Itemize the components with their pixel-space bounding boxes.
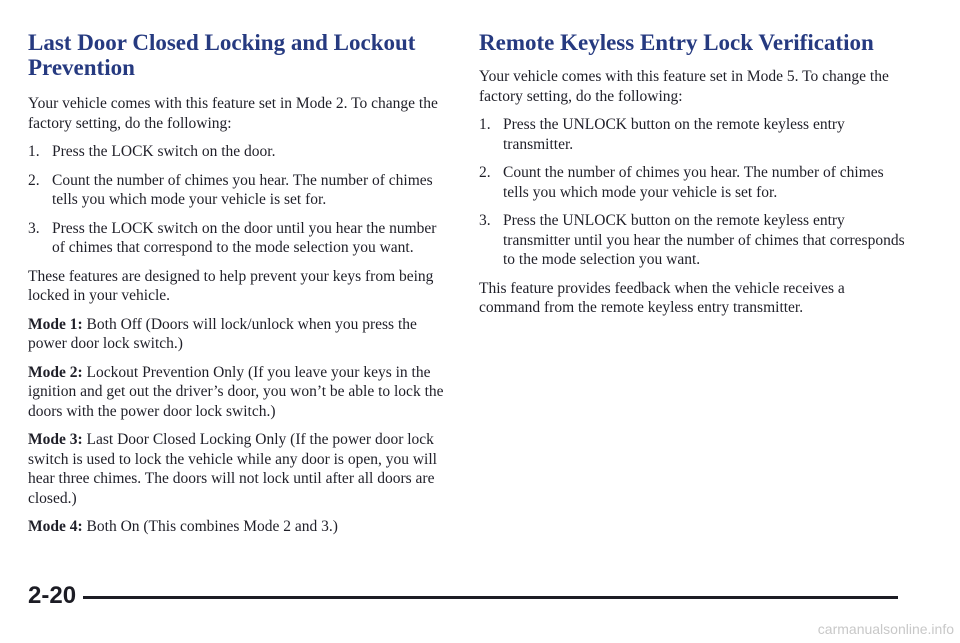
mode-2-paragraph [28, 363, 453, 422]
mode-4-paragraph [28, 517, 453, 537]
page-footer [28, 582, 898, 610]
mode-text: Lockout Prevention Only (If you leave your keys in the ignition and get out the driver’s door, you won’t be able to lock the doors with the power door lock switch.) [28, 363, 444, 420]
mode-text: Both Off (Doors will lock/unlock when you press the power door lock switch.) [28, 315, 417, 352]
left-column [28, 30, 453, 546]
step-text: Press the UNLOCK button on the remote keyless entry transmitter. [503, 116, 845, 153]
intro-paragraph: Your vehicle comes with this feature set in Mode 5. To change the factory setting, do the following: [479, 68, 889, 105]
mode-label: Mode 3: [28, 431, 83, 448]
mode-1-paragraph [28, 315, 453, 354]
step-number: 3. [479, 212, 491, 229]
step-item [28, 219, 453, 258]
step-number: 3. [28, 219, 40, 237]
mode-label: Mode 2: [28, 363, 83, 381]
mode-text: Both On (This combines Mode 2 and 3.) [82, 518, 338, 535]
step-text: Press the LOCK switch on the door until you hear the number of chimes that correspond to the mode selection you want. [52, 219, 437, 256]
step-item [479, 115, 909, 154]
note-paragraph: These features are designed to help prevent your keys from being locked in your vehicle. [28, 267, 434, 304]
step-text: Press the LOCK switch on the door. [52, 143, 276, 160]
step-number: 1. [479, 116, 491, 133]
step-text: Count the number of chimes you hear. The number of chimes tells you which mode your vehicle is set for. [503, 164, 884, 201]
step-item [28, 171, 453, 210]
mode-label: Mode 4: [28, 518, 83, 535]
intro-paragraph: Your vehicle comes with this feature set in Mode 2. To change the factory setting, do the following: [28, 95, 438, 132]
mode-label: Mode 1: [28, 315, 83, 333]
right-column [479, 30, 909, 327]
note-paragraph: This feature provides feedback when the vehicle receives a command from the remote keyless entry transmitter. [479, 279, 845, 316]
step-item [28, 142, 453, 162]
step-text: Count the number of chimes you hear. The number of chimes tells you which mode your vehicle is set for. [52, 171, 433, 208]
section-title-door-locking: Last Door Closed Locking and Lockout Prevention [28, 30, 416, 80]
step-number: 2. [479, 164, 491, 181]
footer-rule [83, 596, 898, 599]
mode-text: Last Door Closed Locking Only (If the power door lock switch is used to lock the vehicle while any door is open, you will hear three chimes. The doors will not lock until after all doors are closed.) [28, 431, 437, 507]
mode-3-paragraph [28, 430, 453, 508]
step-number: 1. [28, 143, 40, 160]
watermark: carmanualsonline.info [817, 621, 954, 637]
step-item [479, 211, 909, 270]
steps-list [479, 115, 909, 270]
page-number: 2-20 [28, 582, 77, 609]
step-text: Press the UNLOCK button on the remote keyless entry transmitter until you hear the number of chimes that corresponds to the mode selection you want. [503, 212, 905, 268]
step-item [479, 163, 909, 202]
section-title-lock-verification: Remote Keyless Entry Lock Verification [479, 30, 874, 55]
steps-list [28, 142, 453, 258]
step-number: 2. [28, 171, 40, 189]
